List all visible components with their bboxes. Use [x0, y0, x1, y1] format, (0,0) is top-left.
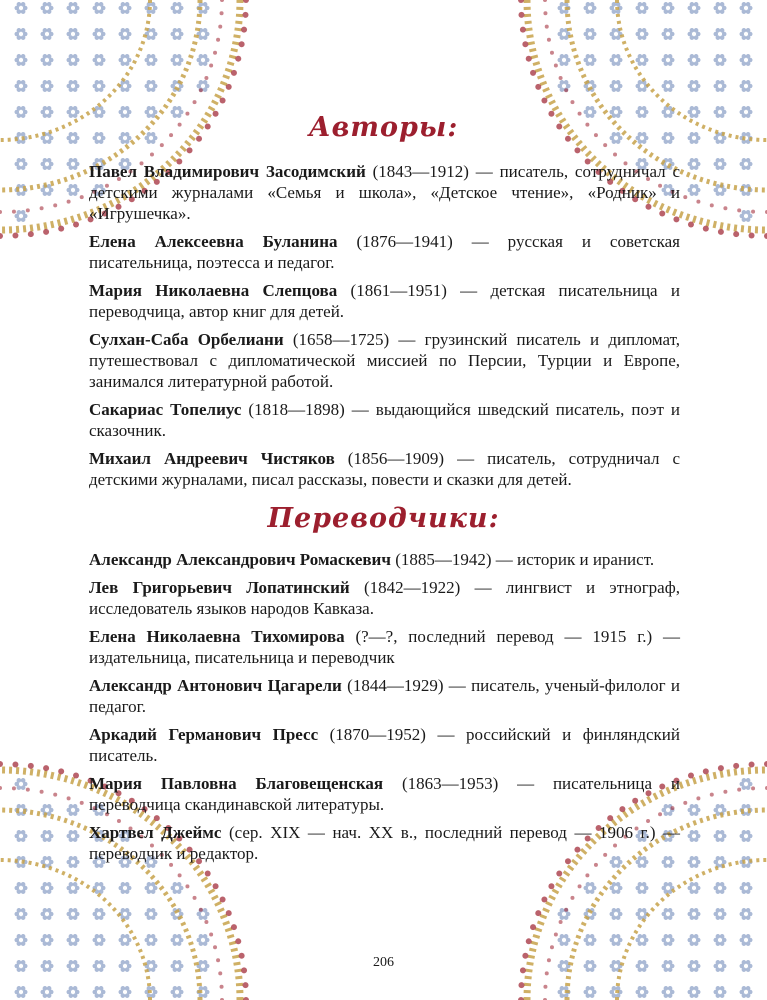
author-name: Сакариас Топелиус: [89, 400, 242, 419]
translator-description: (сер. XIX — нач. XX в., последний перевод — 1906 г.) — переводчик и редактор.: [89, 823, 681, 863]
translators-list: [89, 549, 680, 871]
translator-description: (1885—1942) — историк и иранист.: [390, 550, 655, 569]
list-item: [89, 448, 680, 490]
translator-name: Елена Николаевна Тихомирова: [89, 627, 345, 646]
translators-heading: Переводчики:: [267, 503, 500, 534]
translator-name: Хартвел Джеймс: [89, 823, 222, 842]
author-name: Сулхан-Саба Орбелиани: [89, 330, 284, 349]
translator-description: (?—?, последний перевод — 1915 г.) — издательница, писательница и переводчик: [89, 627, 681, 667]
list-item: [89, 161, 680, 224]
list-item: [89, 399, 680, 441]
author-description: (1843—1912) — писатель, сотрудничал с детскими журналами «Семья и школа», «Детское чтение», «Родник» и «Игрушечка».: [89, 162, 680, 223]
translator-description: (1842—1922) — лингвист и этнограф, исследователь языков народов Кавказа.: [89, 578, 680, 618]
authors-list: [89, 161, 680, 497]
translator-name: Лев Григорьевич Лопатинский: [89, 578, 350, 597]
list-item: [89, 577, 680, 619]
translator-description: (1844—1929) — писатель, ученый-филолог и педагог.: [89, 676, 681, 716]
list-item: [89, 231, 680, 273]
list-item: [89, 549, 680, 570]
author-description: (1658—1725) — грузинский писатель и дипломат, путешествовал с дипломатической миссией по Персии, Турции и Европе, занимался литературной работой.: [89, 330, 681, 391]
translator-name: Аркадий Германович Пресс: [89, 725, 319, 744]
author-name: Елена Алексеевна Буланина: [89, 232, 338, 251]
translator-name: Александр Александрович Ромаскевич: [89, 550, 391, 569]
translator-name: Мария Павловна Благовещенская: [89, 774, 384, 793]
author-name: Павел Владимирович Засодимский: [89, 162, 366, 181]
author-description: (1856—1909) — писатель, сотрудничал с детскими журналами, писал рассказы, повести и сказки для детей.: [89, 449, 680, 489]
translator-description: (1863—1953) — писательница и переводчица скандинавской литературы.: [89, 774, 681, 814]
page-number: 206: [373, 955, 394, 970]
author-name: Михаил Андреевич Чистяков: [89, 449, 335, 468]
list-item: [89, 724, 680, 766]
author-description: (1861—1951) — детская писательница и переводчица, автор книг для детей.: [89, 281, 680, 321]
translator-name: Александр Антонович Цагарели: [89, 676, 342, 695]
author-name: Мария Николаевна Слепцова: [89, 281, 338, 300]
author-description: (1876—1941) — русская и советская писательница, поэтесса и педагог.: [89, 232, 680, 272]
list-item: [89, 280, 680, 322]
list-item: [89, 626, 680, 668]
list-item: [89, 329, 680, 392]
list-item: [89, 675, 680, 717]
author-description: (1818—1898) — выдающийся шведский писатель, поэт и сказочник.: [89, 400, 680, 440]
list-item: [89, 822, 680, 864]
list-item: [89, 773, 680, 815]
translator-description: (1870—1952) — российский и финляндский писатель.: [89, 725, 680, 765]
authors-heading: Авторы:: [308, 112, 459, 143]
